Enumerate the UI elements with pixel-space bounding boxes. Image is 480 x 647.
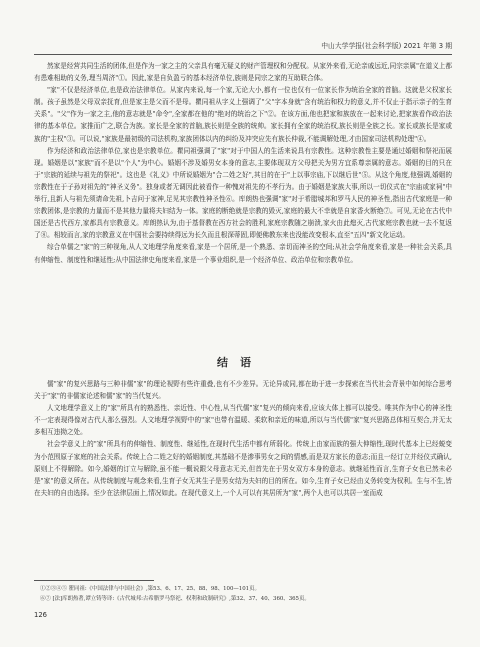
paragraph: 人文地理学意义上的"家"所具有的熟悉性、亲近性、中心性,从当代儒"家"复兴的倾向来看,应该大体上都可以接受。唯其作为中心的神圣性不一定表现得像对古代人那么强烈。人文地理学视野中的"家"也带有温暖、柔软和亲近的味道,所以与当代儒"家"复兴思路总体相互契合,并无太多相互违拗之处。 — [34, 404, 452, 437]
paragraph: 作为经济和政治法律单位,家也是宗教单位。瞿同祖强调了"家"对于中国人的生活来说具有宗教性。这种宗教性主要是通过婚姻和祭祀而展现。婚姻是以"家族"而不是以"个人"为中心。婚姻不涉及婚男女本身的意志,主要体现双方父母把关为男方宜系尊亲属的意志。婚姻的目的只在于"宗族的延续与祖先的祭祀"。这也是《礼义》中所说婚姻为"合二姓之好",其目的在于"上以事宗庙,下以继后世"⑤。从这个角度,他强调,婚姻的宗教性在于子孙对祖先的"神圣义务"。独身或者无调因此被看作一种愧对祖先的不孝行为。由于婚姻是家族大事,所以一切仪式在"宗庙或家祠"中举行,且新人与祖先须请命先祖,卜吉问于家神,足见其宗教性神圣性⑥。库朗热也强调"家"对于希腊城邦和罗马人民的神圣性,指出古代家庭是一种宗教团体,是宗教的力量而不是其他力量将夫妇结为一体。家庭的断绝就是宗教的毁灭,家庭的最大不幸就是自家香火断绝⑦。可见,无论在古代中国还是古代西方,家都具有宗教意义。库朗热认为,由于基督教在西方社会的胜利,家庭宗教随之崩溃,家火由此熄灭,古代家庭宗教也就一去不复返了⑧。相较而言,家的宗教意义在中国社会要持续得远为长久而且根深蒂固,即便佛教东来也没能改变根本,直至"五四"新文化运动。 — [34, 146, 452, 240]
body-text-bottom — [34, 378, 452, 499]
footnotes — [40, 584, 452, 604]
body-text-top — [34, 60, 452, 266]
section-title: 结语 — [217, 356, 263, 369]
paragraph: 综合单儒之"家"的三种视角,从人文地理学角度来看,家是一个居所,是一个熟悉、亲切而神圣的空间;从社会学角度来看,家是一种社会关系,具有伸缩性、制度性和继延性;从中国法律史角度来看,家是一个事业组织,是一个经济单位、政治单位和宗教单位。 — [34, 243, 452, 264]
footnote-rule — [34, 580, 154, 581]
paragraph: 然家是经营共同生活的团体,但是作为一家之主的父亲具有毫无疑义的财产管理权和分配权。从家外来看,无论亲戚远近,同宗亲属"在道义上都有患难相助的义务,理当周济"①。因此,家是自负盈亏的基本经济单位,族则是同宗之家的互助联合体。 — [34, 62, 452, 83]
footnote: ⑥⑦ [法]库朗热著,谭立铸等译:《古代城邦:古希腊罗马祭祀、权利和政制研究》,第32、37、40、360、365页。 — [40, 596, 310, 602]
footnote: ①②③④⑤ 瞿同祖:《中国法律与中国社会》,第53、6、17、25、88、98、100—101页。 — [40, 586, 260, 592]
paragraph: 社会学意义上的"家"所具有的伸缩性、制度性、继延性,在现时代生活中都有所弱化。传统上由家而族的强大伸缩性,现时代基本上已经蜕变为小范围原子家庭的社会关系。传统上合二姓之好的婚姻制度,其基础不是渗事男女之间的情感,而是双方家长的意志;而且一经订立并经仪式确认,原则上不得解除。如今,婚姻的订立与解除,虽不能一概说跟父母意志无关,但首先在于男女双方本身的意志。就继延性而言,生育子女也已然未必是"家"的意义所在。从传统制度与观念来看,生育子女无其生子是男女结为夫妇的目的所在。如今,生育子女已经由义务转变为权利。生与不生,皆在夫妇的自由选择。至少在法律层面上,情况如此。在现代意义上,一个人可以有其居所为"家",两个人也可以共居一室而成 — [34, 440, 452, 497]
paragraph: 儒"家"的复兴思路与三种非儒"家"的理论视野有些许重叠,也有不少差异。无论异或同,都在助于进一步探索在当代社会背景中如何综合思考关于"家"的非儒家论述和儒"家"的当代复兴。 — [34, 380, 452, 401]
header-rule — [34, 54, 452, 55]
running-header: 中山大学学报(社会科学版) 2021 年第 3 期 — [321, 42, 452, 50]
paragraph: "家"不仅是经济单位,也是政治法律单位。从家内来说,每一个家,无论大小,都有一位也仅有一位家长作为统治全家的首脑。这就是父权家长制。孩子虽然是父母双亲抚育,但是家主是父而不是母。瞿同祖从字义上强调了"父"字本身就"含有统治和权力的意义,并不仅止于指示亲子的生育关系"。"父"作为一家之主,他的意志就是"命令",全家都在他的"绝对的统治之下"②。在该方面,他也把家和族放在一起来讨论,把家族看作政治法律的基本单位。家推而广之,联合为族。家长是全家的首脑,族长则是全族的统帅。家长拥有全家的统治权,族长则是全族之长。家长或族长是家或族的"主权"③。可以说,"家族是最初级的司法机构,家族团体以内的纠纷及冲突应先有族长仲裁,不能调解处理,才由国家司法机构处理"④。 — [34, 86, 452, 143]
page-number: 126 — [34, 611, 47, 619]
